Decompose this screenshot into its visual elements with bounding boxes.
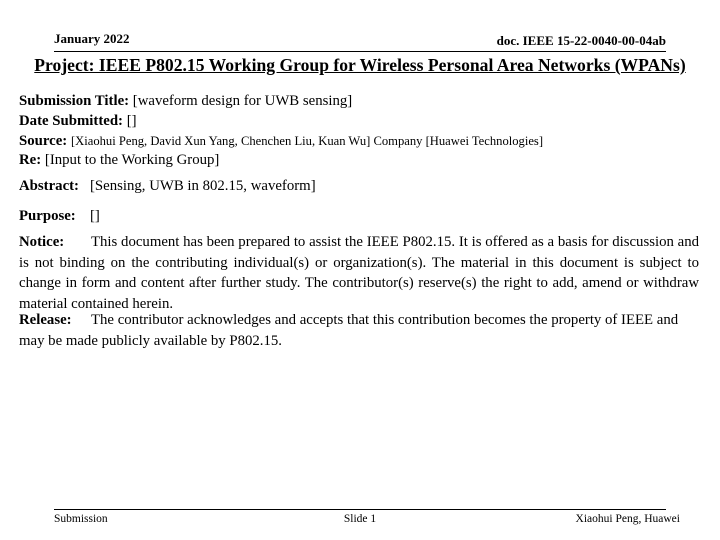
release-paragraph: [19, 310, 699, 351]
submission-title-label: Submission Title:: [19, 93, 130, 109]
re-label: Re:: [19, 152, 42, 168]
purpose-value: []: [90, 208, 100, 224]
source-line: [19, 133, 543, 150]
release-label: Release:: [19, 312, 72, 328]
header-doc-id: doc. IEEE 15-22-0040-00-04ab: [496, 33, 666, 48]
notice-paragraph: [19, 232, 699, 314]
footer-author: Xiaohui Peng, Huawei: [575, 513, 680, 525]
submission-title-value: [waveform design for UWB sensing]: [132, 93, 353, 109]
source-label: Source:: [19, 133, 68, 149]
abstract-label: [19, 178, 79, 195]
purpose-label: [19, 208, 76, 225]
footer-divider: [54, 509, 666, 510]
abstract-value: [Sensing, UWB in 802.15, waveform]: [90, 178, 316, 194]
project-title: Project: IEEE P802.15 Working Group for Wireless Personal Area Networks (WPANs): [34, 55, 686, 75]
re-line: [19, 152, 219, 169]
footer-slide-number: Slide 1: [343, 513, 377, 525]
submission-title-line: [19, 93, 352, 110]
purpose-label-text: Purpose:: [19, 208, 76, 224]
date-submitted-line: [19, 113, 137, 130]
footer-submission: Submission: [54, 513, 108, 525]
date-submitted-value: []: [126, 113, 137, 129]
date-submitted-label: Date Submitted:: [19, 113, 123, 129]
notice-label: Notice:: [19, 234, 65, 250]
abstract-label-text: Abstract:: [19, 178, 79, 194]
header-date: January 2022: [54, 31, 130, 46]
notice-text: This document has been prepared to assist the IEEE P802.15. It is offered as a basis for discussion and is not binding on the contributing individual(s) or organization(s). The material in this document is subject to change in form and content after further study. The contributor(s) reserve(s) the right to add, amend or withdraw material contained herein.: [19, 234, 699, 312]
release-text: The contributor acknowledges and accepts that this contribution becomes the property of IEEE and may be made publicly available by P802.15.: [19, 312, 679, 349]
source-value: [Xiaohui Peng, David Xun Yang, Chenchen Liu, Kuan Wu] Company [Huawei Technologies]: [70, 134, 544, 148]
re-value: [Input to the Working Group]: [44, 152, 220, 168]
header-divider: [54, 51, 666, 52]
